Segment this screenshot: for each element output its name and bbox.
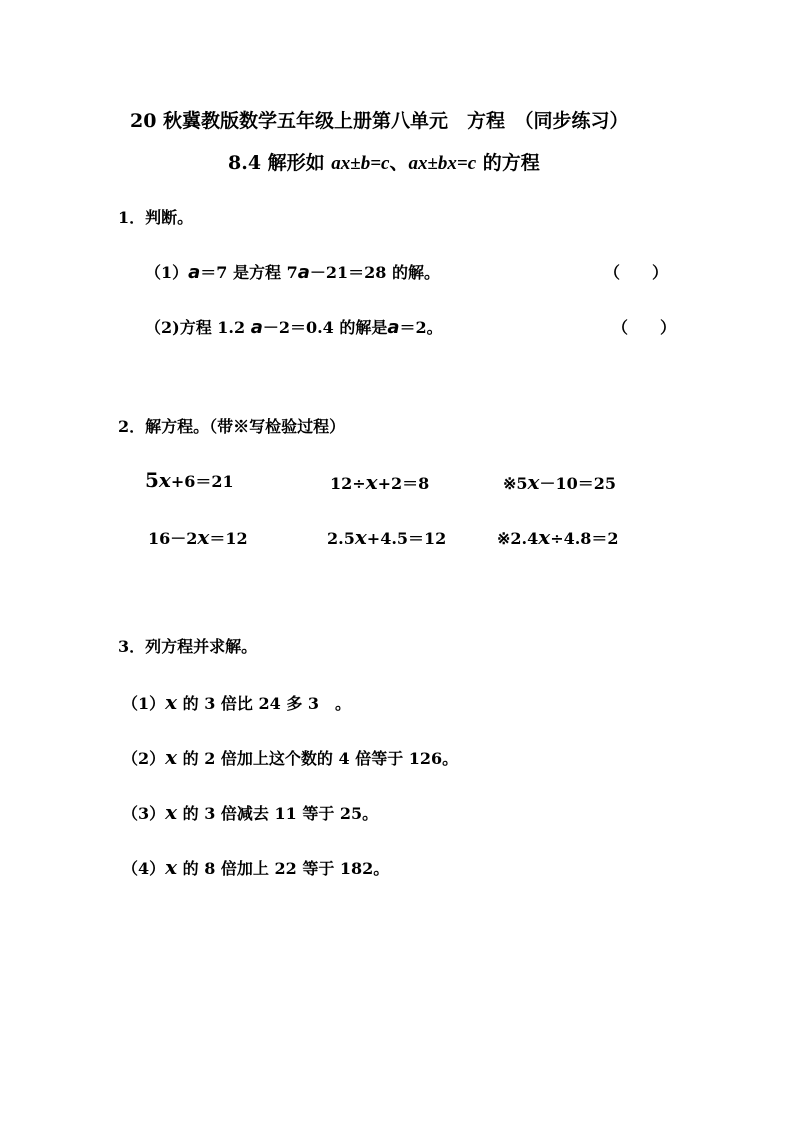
equation-4 [148, 525, 248, 549]
variable-x: x [165, 855, 178, 879]
variable-x: x [527, 470, 540, 494]
answer-bracket-1[interactable]: （ ） [604, 263, 669, 282]
equation-5 [327, 525, 446, 549]
subtitle-formula-2: ax±bx=c [408, 153, 477, 174]
item-number: （3） [122, 804, 166, 823]
item-text: 的 8 倍加上 22 等于 182。 [177, 859, 390, 878]
item-text: ＝2。 [399, 318, 443, 337]
variable-a: a [250, 317, 263, 338]
page-subtitle [228, 148, 540, 175]
equation-6 [497, 525, 619, 549]
subtitle-prefix: 8.4 解形如 [228, 152, 332, 174]
item-text: －21＝28 的解。 [309, 263, 440, 282]
eq-part: ÷4.8＝2 [550, 529, 619, 548]
word-problem-4 [122, 855, 389, 879]
item-text: －2＝0.4 的解是 [262, 318, 388, 337]
eq-part: －10＝25 [539, 474, 617, 493]
word-problem-1 [122, 690, 351, 714]
subtitle-suffix: 的方程 [476, 152, 540, 174]
subtitle-formula-1: ax±b=c [331, 153, 390, 174]
item-number: （2)方程 1.2 [145, 318, 251, 337]
variable-x: x [538, 525, 551, 549]
variable-x: x [165, 800, 178, 824]
eq-part: 2.5 [327, 529, 355, 548]
variable-x: x [158, 468, 171, 492]
item-number: （2） [122, 749, 166, 768]
answer-bracket-2[interactable]: （ ） [612, 318, 677, 337]
item-text: 的 3 倍减去 11 等于 25。 [177, 804, 379, 823]
variable-a: a [297, 262, 310, 283]
equation-3 [503, 470, 616, 494]
variable-x: x [197, 525, 210, 549]
equation-2 [330, 470, 429, 494]
section1-heading: 1．判断。 [118, 208, 194, 227]
eq-part: 16－2 [148, 529, 198, 548]
item-text: 的 2 倍加上这个数的 4 倍等于 126。 [177, 749, 459, 768]
variable-x: x [165, 690, 178, 714]
item-number: （1） [122, 694, 166, 713]
variable-x: x [365, 470, 378, 494]
judge-item-1 [145, 260, 440, 283]
page-title: 20 秋冀教版数学五年级上册第八单元 方程 （同步练习） [130, 110, 629, 132]
subtitle-separator: 、 [389, 152, 409, 174]
eq-part: +2＝8 [377, 474, 430, 493]
judge-item-2 [145, 315, 443, 338]
variable-a: a [188, 262, 201, 283]
item-text: ＝7 是方程 7 [200, 263, 298, 282]
eq-part: ※2.4 [497, 529, 539, 548]
section2-heading: 2．解方程。（带※写检验过程） [118, 417, 346, 436]
item-number: （4） [122, 859, 166, 878]
word-problem-2 [122, 745, 458, 769]
eq-part: 12÷ [330, 474, 366, 493]
variable-a: a [387, 317, 400, 338]
eq-part: ＝12 [209, 529, 248, 548]
equation-1 [145, 468, 234, 492]
word-problem-3 [122, 800, 378, 824]
item-text: 的 3 倍比 24 多 3 。 [177, 694, 352, 713]
eq-part: ※5 [503, 474, 528, 493]
item-number: （1） [145, 263, 189, 282]
variable-x: x [165, 745, 178, 769]
eq-part: +4.5＝12 [366, 529, 447, 548]
eq-part: 5 [145, 468, 159, 492]
variable-x: x [354, 525, 367, 549]
eq-part: +6＝21 [170, 472, 234, 491]
section3-heading: 3．列方程并求解。 [118, 637, 258, 656]
